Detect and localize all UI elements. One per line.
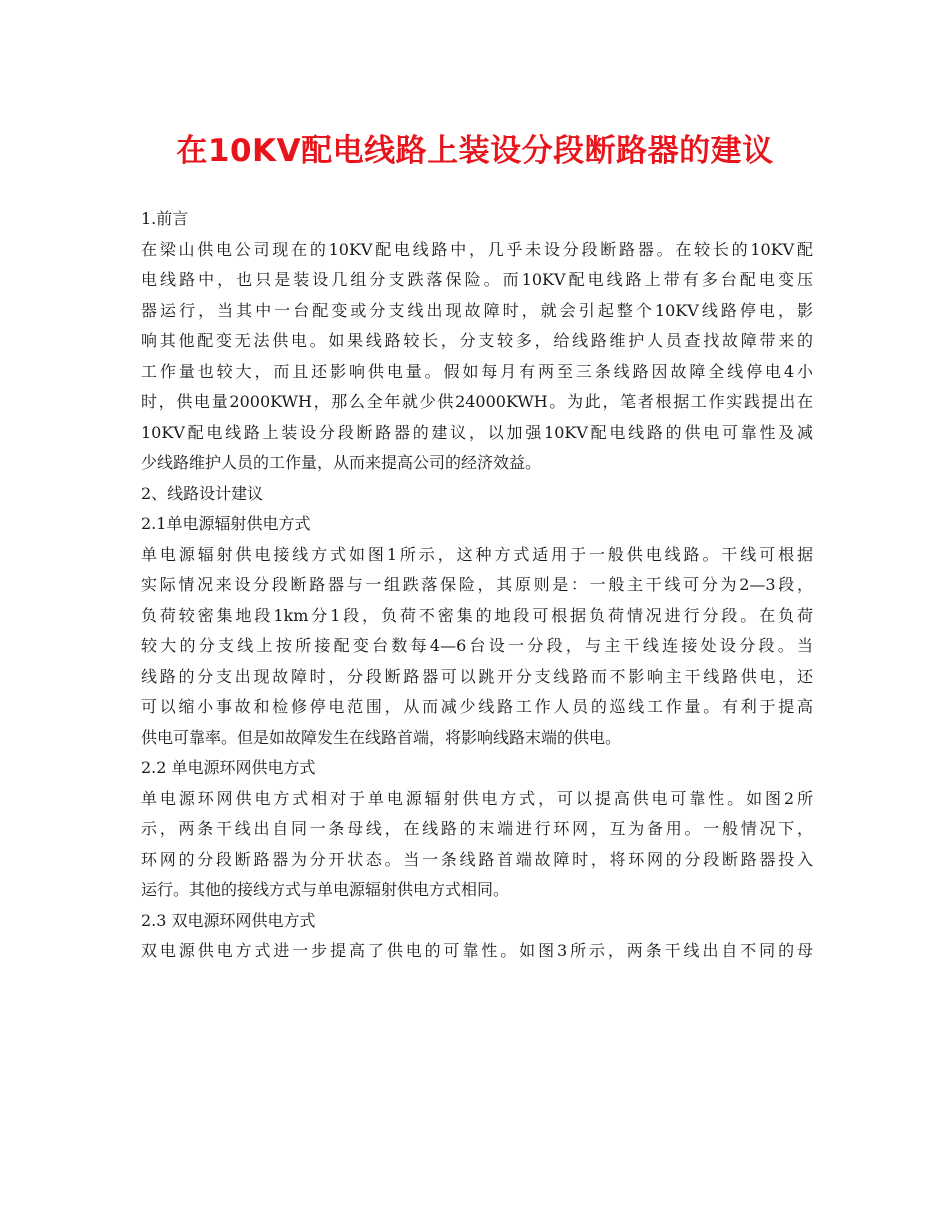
paragraph-line: 2.1单电源辐射供电方式 [141, 514, 311, 533]
paragraph-line: 可以缩小事故和检修停电范围，从而减少线路工作人员的巡线工作量。有利于提高 [141, 697, 813, 716]
document-title: 在10KV配电线路上装设分段断路器的建议 [176, 133, 774, 169]
paragraph-line: 2.2 单电源环网供电方式 [141, 758, 316, 777]
paragraph-line: 双电源供电方式进一步提高了供电的可靠性。如图3所示，两条干线出自不同的母 [141, 941, 813, 960]
paragraph-line: 器运行，当其中一台配变或分支线出现故障时，就会引起整个10KV线路停电，影 [141, 300, 813, 320]
paragraph-line: 时，供电量2000KWH，那么全年就少供24000KWH。为此，笔者根据工作实践提出在 [141, 392, 813, 411]
paragraph-line: 少线路维护人员的工作量，从而来提高公司的经济效益。 [141, 453, 542, 472]
paragraph-line: 线路的分支出现故障时，分段断路器可以跳开分支线路而不影响主干线路供电，还 [141, 666, 813, 686]
paragraph-line: 响其他配变无法供电。如果线路较长，分支较多，给线路维护人员查找故障带来的 [141, 331, 813, 350]
paragraph-line: 2、线路设计建议 [141, 483, 264, 503]
paragraph-line: 电线路中，也只是装设几组分支跌落保险。而10KV配电线路上带有多台配电变压 [141, 270, 813, 289]
paragraph-line: 2.3 双电源环网供电方式 [141, 910, 316, 930]
paragraph-line: 运行。其他的接线方式与单电源辐射供电方式相同。 [141, 880, 510, 899]
paragraph-line: 在梁山供电公司现在的10KV配电线路中，几乎未设分段断路器。在较长的10KV配 [141, 239, 813, 259]
paragraph-line: 较大的分支线上按所接配变台数每4—6台设一分段，与主干线连接处设分段。当 [141, 636, 813, 655]
paragraph-line: 示，两条干线出自同一条母线，在线路的末端进行环网，互为备用。一般情况下， [141, 819, 813, 838]
paragraph-line: 实际情况来设分段断路器与一组跌落保险，其原则是：一般主干线可分为2—3段， [141, 575, 813, 594]
paragraph-line: 1.前言 [141, 209, 189, 228]
paragraph-line: 供电可靠率。但是如故障发生在线路首端，将影响线路末端的供电。 [141, 727, 622, 747]
paragraph-line: 单电源辐射供电接线方式如图1所示，这种方式适用于一般供电线路。干线可根据 [141, 544, 813, 564]
paragraph-line: 负荷较密集地段1km分1段，负荷不密集的地段可根据负荷情况进行分段。在负荷 [141, 605, 813, 625]
paragraph-line: 10KV配电线路上装设分段断路器的建议，以加强10KV配电线路的供电可靠性及减 [141, 422, 813, 442]
paragraph-line: 环网的分段断路器为分开状态。当一条线路首端故障时，将环网的分段断路器投入 [141, 849, 813, 869]
paragraph-line: 工作量也较大，而且还影响供电量。假如每月有两至三条线路因故障全线停电4小 [141, 361, 813, 381]
paragraph-line: 单电源环网供电方式相对于单电源辐射供电方式，可以提高供电可靠性。如图2所 [141, 788, 813, 808]
document-body [141, 204, 813, 967]
